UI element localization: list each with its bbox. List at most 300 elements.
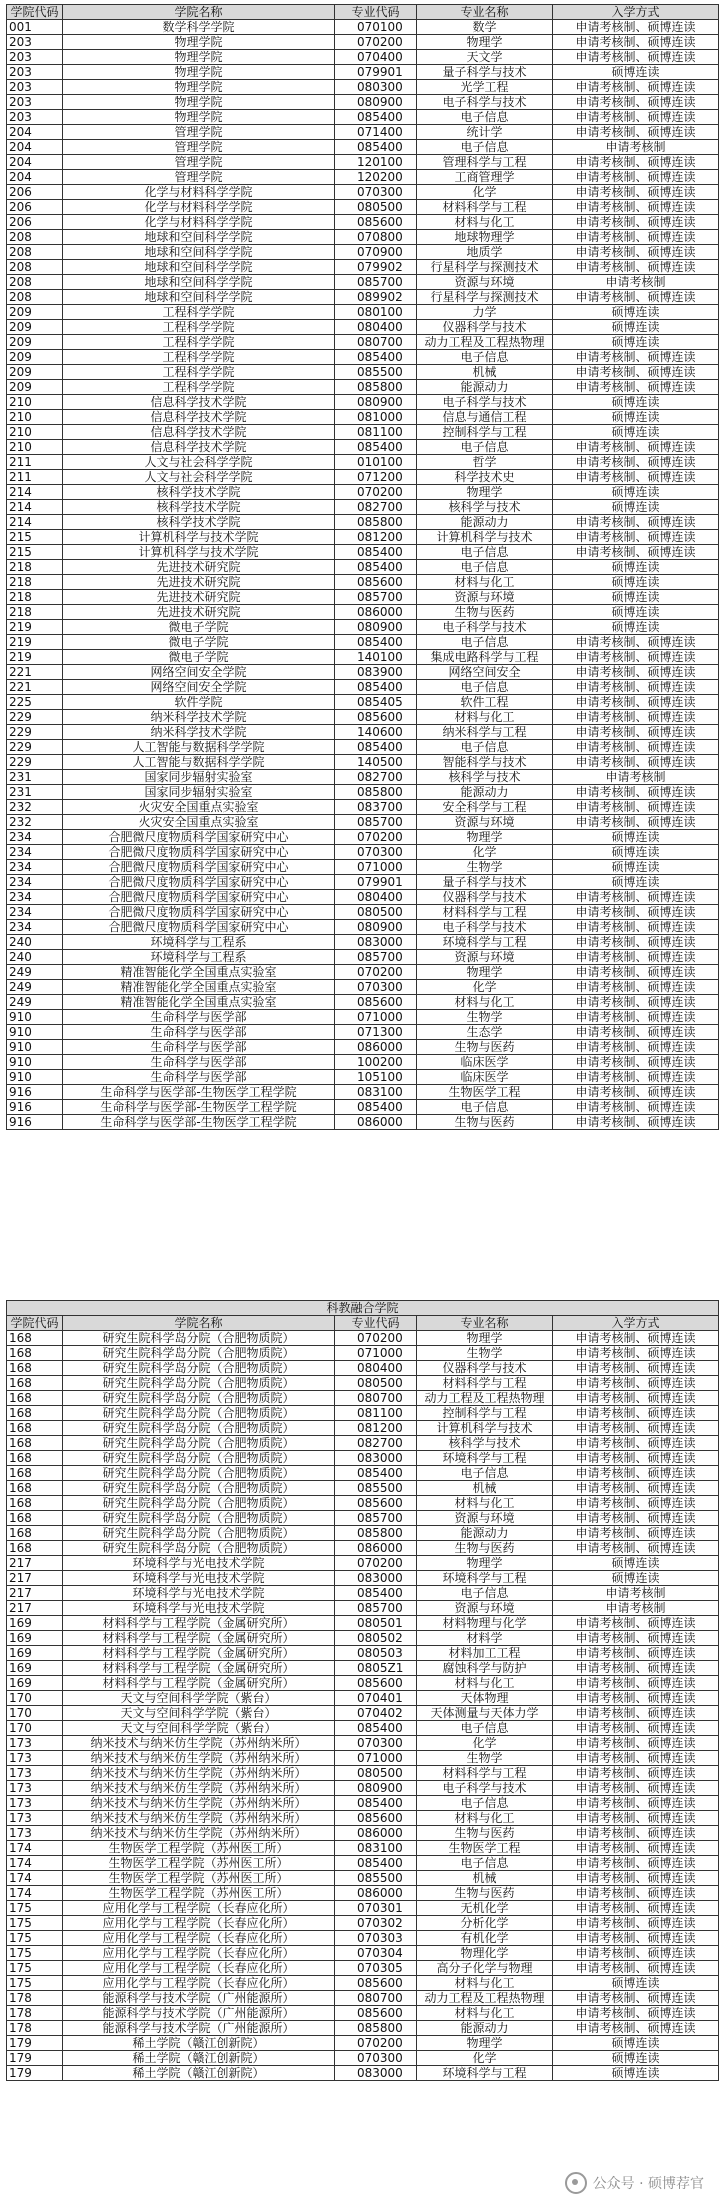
- major-code-cell: 085700: [335, 815, 417, 830]
- admission-method-cell: 申请考核制、硕博连读: [553, 455, 719, 470]
- major-code-cell: 080400: [335, 890, 417, 905]
- college-name-cell: 人文与社会科学学院: [63, 455, 335, 470]
- major-code-cell: 105100: [335, 1070, 417, 1085]
- college-name-cell: 研究生院科学岛分院（合肥物质院）: [63, 1361, 335, 1376]
- admission-method-cell: 申请考核制、硕博连读: [553, 1646, 719, 1661]
- admissions-table-main: [6, 4, 719, 1130]
- major-name-cell: 天体测量与天体力学: [417, 1706, 553, 1721]
- admission-method-cell: 申请考核制、硕博连读: [553, 1961, 719, 1976]
- college-name-cell: 天文与空间科学学院（紫台）: [63, 1706, 335, 1721]
- admission-method-cell: 申请考核制、硕博连读: [553, 1391, 719, 1406]
- major-code-cell: 085600: [335, 215, 417, 230]
- admission-method-cell: 申请考核制、硕博连读: [553, 1436, 719, 1451]
- major-code-cell: 080900: [335, 1781, 417, 1796]
- table-row: [7, 1646, 719, 1661]
- admission-method-cell: 申请考核制、硕博连读: [553, 950, 719, 965]
- major-name-cell: 材料与化工: [417, 215, 553, 230]
- table-row: [7, 710, 719, 725]
- table-row: [7, 1391, 719, 1406]
- college-name-cell: 生命科学与医学部: [63, 1040, 335, 1055]
- admission-method-cell: 申请考核制、硕博连读: [553, 710, 719, 725]
- college-code-cell: 910: [7, 1040, 63, 1055]
- major-name-cell: 能源动力: [417, 1526, 553, 1541]
- table-row: [7, 1055, 719, 1070]
- major-name-cell: 化学: [417, 845, 553, 860]
- college-name-cell: 研究生院科学岛分院（合肥物质院）: [63, 1511, 335, 1526]
- table-row: [7, 500, 719, 515]
- admission-method-cell: 申请考核制、硕博连读: [553, 350, 719, 365]
- college-code-cell: 178: [7, 1991, 63, 2006]
- major-code-cell: 071400: [335, 125, 417, 140]
- major-code-cell: 081100: [335, 1406, 417, 1421]
- table-body-joint: [7, 1331, 719, 2081]
- college-name-cell: 研究生院科学岛分院（合肥物质院）: [63, 1391, 335, 1406]
- header-college-name: 学院名称: [63, 1316, 335, 1331]
- admission-method-cell: 申请考核制: [553, 275, 719, 290]
- admission-method-cell: 硕博连读: [553, 560, 719, 575]
- major-code-cell: 080700: [335, 1391, 417, 1406]
- college-code-cell: 169: [7, 1616, 63, 1631]
- admission-method-cell: 申请考核制、硕博连读: [553, 1826, 719, 1841]
- college-name-cell: 合肥微尺度物质科学国家研究中心: [63, 905, 335, 920]
- table-row: [7, 155, 719, 170]
- college-code-cell: 174: [7, 1886, 63, 1901]
- major-code-cell: 070800: [335, 230, 417, 245]
- college-code-cell: 240: [7, 950, 63, 965]
- major-name-cell: 核科学与技术: [417, 770, 553, 785]
- major-code-cell: 085400: [335, 740, 417, 755]
- college-name-cell: 应用化学与工程学院（长春应化所）: [63, 1961, 335, 1976]
- college-name-cell: 微电子学院: [63, 620, 335, 635]
- major-name-cell: 智能科学与技术: [417, 755, 553, 770]
- college-code-cell: 209: [7, 320, 63, 335]
- major-name-cell: 动力工程及工程热物理: [417, 1391, 553, 1406]
- major-name-cell: 工商管理学: [417, 170, 553, 185]
- major-name-cell: 量子科学与技术: [417, 65, 553, 80]
- college-name-cell: 材料科学与工程学院（金属研究所）: [63, 1631, 335, 1646]
- table-row: [7, 455, 719, 470]
- college-code-cell: 916: [7, 1100, 63, 1115]
- table-row: [7, 35, 719, 50]
- major-name-cell: 资源与环境: [417, 275, 553, 290]
- table-row: [7, 1961, 719, 1976]
- major-code-cell: 085400: [335, 1100, 417, 1115]
- table-row: [7, 1871, 719, 1886]
- major-name-cell: 光学工程: [417, 80, 553, 95]
- admission-method-cell: 申请考核制、硕博连读: [553, 1991, 719, 2006]
- admission-method-cell: 申请考核制、硕博连读: [553, 1841, 719, 1856]
- admission-method-cell: 申请考核制、硕博连读: [553, 470, 719, 485]
- admission-method-cell: 申请考核制、硕博连读: [553, 1931, 719, 1946]
- table-row: [7, 1070, 719, 1085]
- major-code-cell: 071000: [335, 1346, 417, 1361]
- college-code-cell: 169: [7, 1661, 63, 1676]
- table-row: [7, 1631, 719, 1646]
- admission-method-cell: 申请考核制、硕博连读: [553, 1661, 719, 1676]
- college-name-cell: 人工智能与数据科学学院: [63, 755, 335, 770]
- college-code-cell: 229: [7, 725, 63, 740]
- major-name-cell: 生物与医药: [417, 605, 553, 620]
- college-code-cell: 234: [7, 875, 63, 890]
- college-name-cell: 研究生院科学岛分院（合肥物质院）: [63, 1541, 335, 1556]
- college-name-cell: 生命科学与医学部: [63, 1010, 335, 1025]
- major-code-cell: 080500: [335, 1376, 417, 1391]
- college-code-cell: 203: [7, 80, 63, 95]
- college-name-cell: 环境科学与光电技术学院: [63, 1586, 335, 1601]
- major-name-cell: 物理学: [417, 485, 553, 500]
- college-name-cell: 工程科学学院: [63, 380, 335, 395]
- major-code-cell: 083000: [335, 1451, 417, 1466]
- major-name-cell: 电子信息: [417, 635, 553, 650]
- major-code-cell: 085400: [335, 140, 417, 155]
- college-name-cell: 天文与空间科学学院（紫台）: [63, 1721, 335, 1736]
- admission-method-cell: 硕博连读: [553, 2066, 719, 2081]
- major-code-cell: 089902: [335, 290, 417, 305]
- major-code-cell: 086000: [335, 1040, 417, 1055]
- major-code-cell: 080400: [335, 1361, 417, 1376]
- table-row: [7, 950, 719, 965]
- admission-method-cell: 申请考核制、硕博连读: [553, 965, 719, 980]
- admission-method-cell: 硕博连读: [553, 1556, 719, 1571]
- college-code-cell: 173: [7, 1826, 63, 1841]
- college-code-cell: 206: [7, 185, 63, 200]
- college-name-cell: 研究生院科学岛分院（合肥物质院）: [63, 1496, 335, 1511]
- major-name-cell: 能源动力: [417, 785, 553, 800]
- admission-method-cell: 申请考核制、硕博连读: [553, 1541, 719, 1556]
- major-code-cell: 070200: [335, 830, 417, 845]
- college-code-cell: 168: [7, 1376, 63, 1391]
- table-row: [7, 305, 719, 320]
- table-row: [7, 1331, 719, 1346]
- major-name-cell: 材料与化工: [417, 575, 553, 590]
- major-name-cell: 物理学: [417, 830, 553, 845]
- major-code-cell: 080900: [335, 620, 417, 635]
- college-name-cell: 天文与空间科学学院（紫台）: [63, 1691, 335, 1706]
- college-code-cell: 174: [7, 1841, 63, 1856]
- college-name-cell: 能源科学与技术学院（广州能源所）: [63, 1991, 335, 2006]
- college-code-cell: 215: [7, 530, 63, 545]
- major-code-cell: 070200: [335, 2036, 417, 2051]
- admission-method-cell: 申请考核制、硕博连读: [553, 1751, 719, 1766]
- watermark-text: 公众号 · 硕博荐官: [592, 2176, 704, 2192]
- college-code-cell: 209: [7, 335, 63, 350]
- admission-method-cell: 申请考核制、硕博连读: [553, 380, 719, 395]
- table-row: [7, 1751, 719, 1766]
- major-code-cell: 080500: [335, 905, 417, 920]
- college-name-cell: 物理学院: [63, 65, 335, 80]
- college-name-cell: 应用化学与工程学院（长春应化所）: [63, 1916, 335, 1931]
- college-name-cell: 研究生院科学岛分院（合肥物质院）: [63, 1451, 335, 1466]
- major-code-cell: 085500: [335, 1871, 417, 1886]
- section-title-row: [7, 1301, 719, 1316]
- college-name-cell: 环境科学与光电技术学院: [63, 1601, 335, 1616]
- college-name-cell: 纳米科学技术学院: [63, 710, 335, 725]
- major-name-cell: 电子科学与技术: [417, 95, 553, 110]
- major-code-cell: 085400: [335, 560, 417, 575]
- college-code-cell: 916: [7, 1115, 63, 1130]
- major-code-cell: 083000: [335, 935, 417, 950]
- college-code-cell: 211: [7, 470, 63, 485]
- college-code-cell: 179: [7, 2051, 63, 2066]
- table-row: [7, 275, 719, 290]
- major-code-cell: 083700: [335, 800, 417, 815]
- college-name-cell: 纳米技术与纳米仿生学院（苏州纳米所）: [63, 1736, 335, 1751]
- college-name-cell: 国家同步辐射实验室: [63, 785, 335, 800]
- major-name-cell: 生物与医药: [417, 1886, 553, 1901]
- table-row: [7, 560, 719, 575]
- table-row: [7, 620, 719, 635]
- major-code-cell: 070303: [335, 1931, 417, 1946]
- major-name-cell: 生物学: [417, 1346, 553, 1361]
- college-name-cell: 工程科学学院: [63, 335, 335, 350]
- major-name-cell: 电子信息: [417, 440, 553, 455]
- college-code-cell: 168: [7, 1541, 63, 1556]
- table-row: [7, 470, 719, 485]
- admission-method-cell: 硕博连读: [553, 860, 719, 875]
- major-code-cell: 120100: [335, 155, 417, 170]
- major-code-cell: 070900: [335, 245, 417, 260]
- major-name-cell: 电子信息: [417, 740, 553, 755]
- college-code-cell: 910: [7, 1025, 63, 1040]
- college-name-cell: 物理学院: [63, 110, 335, 125]
- college-code-cell: 210: [7, 395, 63, 410]
- table-row: [7, 1040, 719, 1055]
- college-name-cell: 先进技术研究院: [63, 575, 335, 590]
- college-name-cell: 材料科学与工程学院（金属研究所）: [63, 1616, 335, 1631]
- college-code-cell: 209: [7, 380, 63, 395]
- major-code-cell: 085600: [335, 2006, 417, 2021]
- admission-method-cell: 硕博连读: [553, 590, 719, 605]
- major-name-cell: 能源动力: [417, 2021, 553, 2036]
- admission-method-cell: 申请考核制、硕博连读: [553, 1466, 719, 1481]
- header-major-name: 专业名称: [417, 1316, 553, 1331]
- college-code-cell: 203: [7, 65, 63, 80]
- admission-method-cell: 申请考核制、硕博连读: [553, 185, 719, 200]
- table-row: [7, 1886, 719, 1901]
- college-name-cell: 精准智能化学全国重点实验室: [63, 995, 335, 1010]
- table-row: [7, 1616, 719, 1631]
- table-row: [7, 2036, 719, 2051]
- college-name-cell: 纳米技术与纳米仿生学院（苏州纳米所）: [63, 1826, 335, 1841]
- major-name-cell: 天体物理: [417, 1691, 553, 1706]
- major-name-cell: 化学: [417, 1736, 553, 1751]
- admission-method-cell: 申请考核制、硕博连读: [553, 1901, 719, 1916]
- college-name-cell: 稀土学院（赣江创新院）: [63, 2066, 335, 2081]
- college-code-cell: 203: [7, 110, 63, 125]
- college-name-cell: 工程科学学院: [63, 305, 335, 320]
- table-row: [7, 1586, 719, 1601]
- major-code-cell: 079902: [335, 260, 417, 275]
- college-code-cell: 168: [7, 1526, 63, 1541]
- major-code-cell: 086000: [335, 1541, 417, 1556]
- college-name-cell: 合肥微尺度物质科学国家研究中心: [63, 920, 335, 935]
- college-name-cell: 应用化学与工程学院（长春应化所）: [63, 1976, 335, 1991]
- college-name-cell: 环境科学与光电技术学院: [63, 1571, 335, 1586]
- admission-method-cell: 硕博连读: [553, 620, 719, 635]
- table-row: [7, 380, 719, 395]
- college-code-cell: 168: [7, 1361, 63, 1376]
- table-row: [7, 1841, 719, 1856]
- college-code-cell: 168: [7, 1496, 63, 1511]
- major-code-cell: 070305: [335, 1961, 417, 1976]
- table-row: [7, 815, 719, 830]
- major-code-cell: 080700: [335, 1991, 417, 2006]
- table-row: [7, 125, 719, 140]
- major-name-cell: 电子科学与技术: [417, 395, 553, 410]
- college-name-cell: 研究生院科学岛分院（合肥物质院）: [63, 1376, 335, 1391]
- major-name-cell: 生物与医药: [417, 1115, 553, 1130]
- major-name-cell: 环境科学与工程: [417, 935, 553, 950]
- college-code-cell: 168: [7, 1436, 63, 1451]
- admission-method-cell: 申请考核制、硕博连读: [553, 1115, 719, 1130]
- college-name-cell: 稀土学院（赣江创新院）: [63, 2036, 335, 2051]
- college-code-cell: 219: [7, 650, 63, 665]
- admission-method-cell: 申请考核制、硕博连读: [553, 245, 719, 260]
- table-row: [7, 65, 719, 80]
- college-code-cell: 221: [7, 665, 63, 680]
- header-major-name: 专业名称: [417, 5, 553, 20]
- college-code-cell: 209: [7, 350, 63, 365]
- major-name-cell: 环境科学与工程: [417, 1451, 553, 1466]
- college-name-cell: 纳米技术与纳米仿生学院（苏州纳米所）: [63, 1766, 335, 1781]
- admission-method-cell: 硕博连读: [553, 875, 719, 890]
- table-row: [7, 335, 719, 350]
- college-name-cell: 研究生院科学岛分院（合肥物质院）: [63, 1526, 335, 1541]
- major-name-cell: 仪器科学与技术: [417, 1361, 553, 1376]
- major-code-cell: 080400: [335, 320, 417, 335]
- college-name-cell: 化学与材料科学学院: [63, 185, 335, 200]
- table-row: [7, 995, 719, 1010]
- table-row: [7, 1466, 719, 1481]
- major-name-cell: 材料与化工: [417, 1496, 553, 1511]
- college-code-cell: 210: [7, 425, 63, 440]
- college-code-cell: 170: [7, 1691, 63, 1706]
- major-code-cell: 120200: [335, 170, 417, 185]
- major-name-cell: 电子信息: [417, 560, 553, 575]
- table-row: [7, 95, 719, 110]
- major-code-cell: 080900: [335, 920, 417, 935]
- major-name-cell: 安全科学与工程: [417, 800, 553, 815]
- admission-method-cell: 硕博连读: [553, 1976, 719, 1991]
- major-name-cell: 电子信息: [417, 1856, 553, 1871]
- major-name-cell: 能源动力: [417, 515, 553, 530]
- college-name-cell: 应用化学与工程学院（长春应化所）: [63, 1931, 335, 1946]
- admission-method-cell: 申请考核制、硕博连读: [553, 680, 719, 695]
- college-name-cell: 研究生院科学岛分院（合肥物质院）: [63, 1406, 335, 1421]
- admission-method-cell: 申请考核制、硕博连读: [553, 1361, 719, 1376]
- college-name-cell: 能源科学与技术学院（广州能源所）: [63, 2006, 335, 2021]
- header-major-code: 专业代码: [335, 1316, 417, 1331]
- major-name-cell: 地球物理学: [417, 230, 553, 245]
- admission-method-cell: 申请考核制: [553, 1586, 719, 1601]
- college-code-cell: 168: [7, 1466, 63, 1481]
- major-code-cell: 085700: [335, 275, 417, 290]
- admission-method-cell: 申请考核制、硕博连读: [553, 365, 719, 380]
- admission-method-cell: 硕博连读: [553, 575, 719, 590]
- college-code-cell: 208: [7, 290, 63, 305]
- college-code-cell: 173: [7, 1811, 63, 1826]
- admission-method-cell: 申请考核制、硕博连读: [553, 1916, 719, 1931]
- table-row: [7, 200, 719, 215]
- major-code-cell: 085400: [335, 1721, 417, 1736]
- admission-method-cell: 申请考核制、硕博连读: [553, 200, 719, 215]
- college-code-cell: 219: [7, 620, 63, 635]
- major-name-cell: 生物医学工程: [417, 1085, 553, 1100]
- major-name-cell: 电子信息: [417, 350, 553, 365]
- major-name-cell: 材料与化工: [417, 1811, 553, 1826]
- table-row: [7, 1436, 719, 1451]
- admission-method-cell: 申请考核制、硕博连读: [553, 665, 719, 680]
- college-code-cell: 203: [7, 95, 63, 110]
- major-name-cell: 控制科学与工程: [417, 1406, 553, 1421]
- college-name-cell: 生物医学工程学院（苏州医工所）: [63, 1856, 335, 1871]
- major-name-cell: 电子信息: [417, 1466, 553, 1481]
- table-row: [7, 215, 719, 230]
- admission-method-cell: 申请考核制、硕博连读: [553, 110, 719, 125]
- college-name-cell: 合肥微尺度物质科学国家研究中心: [63, 890, 335, 905]
- college-code-cell: 179: [7, 2036, 63, 2051]
- college-code-cell: 168: [7, 1331, 63, 1346]
- college-name-cell: 数学科学学院: [63, 20, 335, 35]
- table-body-main: [7, 20, 719, 1130]
- admission-method-cell: 申请考核制、硕博连读: [553, 785, 719, 800]
- major-name-cell: 行星科学与探测技术: [417, 260, 553, 275]
- admission-method-cell: 申请考核制、硕博连读: [553, 1010, 719, 1025]
- admission-method-cell: 硕博连读: [553, 305, 719, 320]
- table-row: [7, 1736, 719, 1751]
- table-row: [7, 1676, 719, 1691]
- college-name-cell: 信息科学技术学院: [63, 410, 335, 425]
- major-name-cell: 无机化学: [417, 1901, 553, 1916]
- table-row: [7, 920, 719, 935]
- college-name-cell: 环境科学与光电技术学院: [63, 1556, 335, 1571]
- college-name-cell: 地球和空间科学学院: [63, 275, 335, 290]
- major-code-cell: 085800: [335, 785, 417, 800]
- college-name-cell: 人文与社会科学学院: [63, 470, 335, 485]
- major-name-cell: 电子科学与技术: [417, 1781, 553, 1796]
- major-name-cell: 临床医学: [417, 1055, 553, 1070]
- college-name-cell: 计算机科学与技术学院: [63, 530, 335, 545]
- header-college-code: 学院代码: [7, 1316, 63, 1331]
- college-code-cell: 175: [7, 1931, 63, 1946]
- table-row: [7, 260, 719, 275]
- college-code-cell: 179: [7, 2066, 63, 2081]
- table-row: [7, 1931, 719, 1946]
- college-code-cell: 211: [7, 455, 63, 470]
- admission-method-cell: 申请考核制、硕博连读: [553, 1346, 719, 1361]
- major-code-cell: 085700: [335, 1511, 417, 1526]
- major-code-cell: 0805Z1: [335, 1661, 417, 1676]
- admission-method-cell: 申请考核制、硕博连读: [553, 815, 719, 830]
- college-code-cell: 175: [7, 1916, 63, 1931]
- table-row: [7, 1376, 719, 1391]
- major-code-cell: 085400: [335, 110, 417, 125]
- major-code-cell: 080503: [335, 1646, 417, 1661]
- college-code-cell: 175: [7, 1976, 63, 1991]
- major-code-cell: 071300: [335, 1025, 417, 1040]
- college-name-cell: 地球和空间科学学院: [63, 245, 335, 260]
- college-name-cell: 物理学院: [63, 50, 335, 65]
- admission-method-cell: 申请考核制、硕博连读: [553, 1085, 719, 1100]
- admission-method-cell: 申请考核制、硕博连读: [553, 1070, 719, 1085]
- college-code-cell: 209: [7, 365, 63, 380]
- major-name-cell: 能源动力: [417, 380, 553, 395]
- college-name-cell: 网络空间安全学院: [63, 665, 335, 680]
- table-row: [7, 860, 719, 875]
- major-name-cell: 物理学: [417, 1331, 553, 1346]
- major-name-cell: 地质学: [417, 245, 553, 260]
- major-code-cell: 081100: [335, 425, 417, 440]
